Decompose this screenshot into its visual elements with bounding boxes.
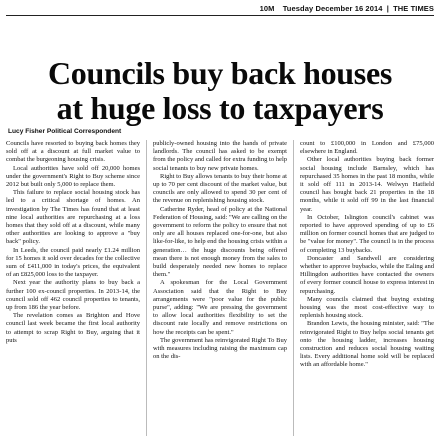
article-body	[6, 140, 434, 436]
paragraph: The revelation comes as Brighton and Hove council last week became the first local authority to attempt to scrap Right to Buy, arguing that it puts	[6, 312, 140, 344]
masthead	[6, 4, 434, 15]
paragraph: Local authorities have sold off 20,000 homes under the government's Right to Buy scheme since 2012 but built only 5,000 to replace them.	[6, 164, 140, 189]
newspaper-page	[6, 0, 434, 439]
page-number: 10M	[259, 4, 275, 13]
paragraph: The government has reinvigorated Right To Buy with measures including raising the maximum cap on the dis-	[153, 336, 287, 361]
article-column-3	[300, 140, 434, 436]
publication-name: THE TIMES	[393, 4, 434, 13]
byline: Lucy Fisher Political Correspondent	[8, 128, 122, 135]
paragraph: publicly-owned housing into the hands of private landlords. The council has asked to be exempt from the policy and called for extra funding to help social tenants to buy new private homes.	[153, 140, 287, 172]
article-column-2	[153, 140, 287, 436]
paragraph: A spokesman for the Local Government Association said that the Right to Buy arrangements were "poor value for the public purse", adding: "We are pressing the government to allow local authorities flexibility to set the discount rate locally and remove restrictions on how the receipts can be spent."	[153, 279, 287, 336]
headline-line-2: at huge loss to taxpayers	[56, 90, 384, 126]
paragraph: In Leeds, the council paid nearly £1.24 million for 15 homes it sold over decades for the collective sum of £411,000 in today's prices, the equivalent of an £825,000 loss to the taxpayer.	[6, 246, 140, 279]
paragraph: Councils have resorted to buying back homes they sold off at a discount at full market value to combat the burgeoning housing crisis.	[6, 140, 140, 164]
paragraph: Many councils claimed that buying existing housing was the most cost-effective way to replenish housing stock.	[300, 295, 434, 320]
column-divider	[293, 140, 294, 436]
masthead-separator: |	[386, 4, 389, 13]
paragraph: Brandon Lewis, the housing minister, said: "The reinvigorated Right to Buy helps social tenants get onto the housing ladder, increases housing construction and reduces social housing waiting lists. Every additional home sold will be replaced with an affordable home."	[300, 320, 434, 369]
headline-line-1: Councils buy back houses	[47, 55, 393, 91]
paragraph: Other local authorities buying back former social housing include Barnsley, which has repurchased 35 homes in the past 18 months, while it sold off 111 in 2013-14. Welwyn Hatfield council has bought back 21 properties in the 18 months, while it sold off 99 in the last financial year.	[300, 156, 434, 213]
paragraph: This failure to replace social housing stock has led to a critical shortage of homes. An investigation by The Times has found that at least nine local authorities are repurchasing at a loss homes that they sold off at a discount, while many other authorities are looking to approve a "buy back" policy.	[6, 189, 140, 246]
paragraph: In October, Islington council's cabinet was reported to have approved spending of up to £6 million on former council homes that are judged to be "value for money". The council is in the process of completing 13 buybacks.	[300, 213, 434, 254]
article-column-1	[6, 140, 140, 436]
column-divider	[146, 140, 147, 436]
masthead-rule	[6, 15, 434, 16]
paragraph: Next year the authority plans to buy back a further 100 ex-council properties. In 2013-14, the council sold off 462 council properties to tenants, up from 186 the year before.	[6, 279, 140, 312]
paragraph: Right to Buy allows tenants to buy their home at up to 70 per cent discount of the market value, but councils are only allowed to spend 30 per cent of the revenue on replenishing housing stock.	[153, 172, 287, 205]
paragraph: Doncaster and Sandwell are considering whether to approve buybacks, while the Ealing and Hillingdon authorities have contacted the owners of every former council house to express interest in repurchasing.	[300, 254, 434, 295]
paragraph: Catherine Ryder, head of policy at the National Federation of Housing, said: "We are calling on the government to reform the policy to ensure that not only are all houses replaced one-for-one, but also like-for-like, to help end the housing crisis within a generation… the huge discounts being offered mean there is not enough money from the sales to build desperately needed new homes to replace them."	[153, 205, 287, 279]
paragraph: count to £100,000 in London and £75,000 elsewhere in England.	[300, 140, 434, 156]
headline	[6, 56, 434, 126]
issue-date: Tuesday December 16 2014	[282, 4, 383, 13]
